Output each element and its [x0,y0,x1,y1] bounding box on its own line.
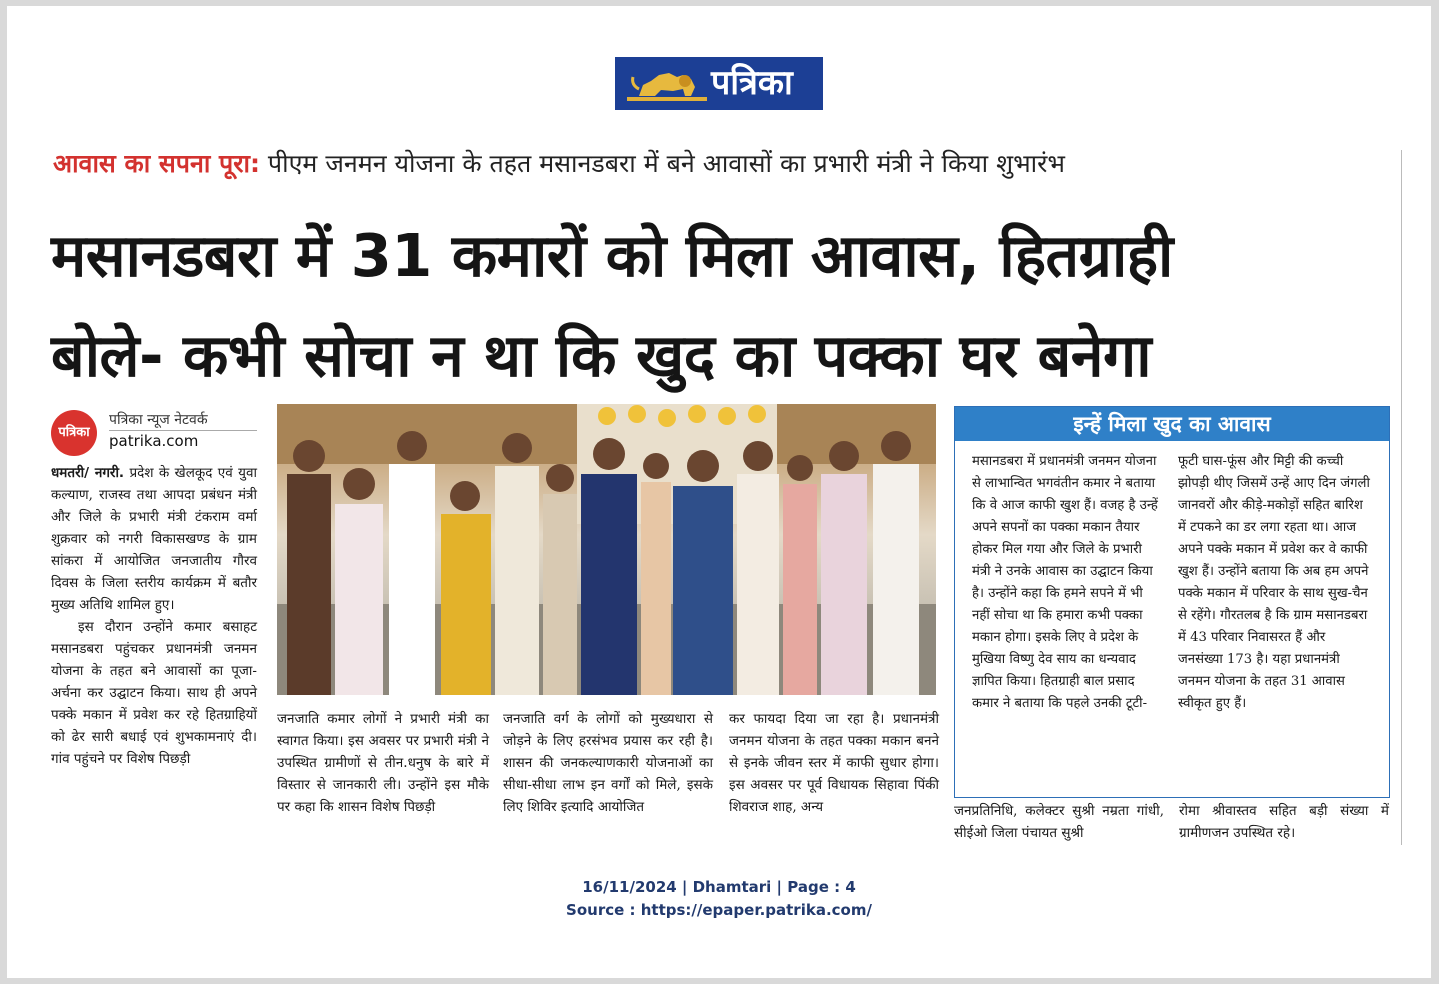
kicker-label: आवास का सपना पूरा: [53,149,260,178]
column-rule [1401,150,1402,845]
article-col-4-text: कर फायदा दिया जा रहा है। प्रधानमंत्री जनमन योजना के तहत पक्का मकान बनने से इनके जीवन स्तर में काफी सुधार होगा। इस अवसर पर पूर्व विधायक सिहावा पिंकी शिवराज शाह, अन्य [729,711,939,815]
lion-emblem-icon [625,63,709,105]
article-col-3-text: जनजाति वर्ग के लोगों को मुख्यधारा से जोड़ने के लिए हरसंभव प्रयास कर रही है। शासन की जनकल्याणकारी योजनाओं का सीधा-सीधा लाभ इन वर्गों को मिले, इसके लिए शिविर इत्यादि आयोजित [503,711,713,815]
article-column-6 [1179,800,1389,844]
dateline-place: धमतरी/ नगरी. [51,465,125,481]
article-column-2 [277,708,489,818]
sidebar-box-right [1178,451,1374,715]
article-para-1: प्रदेश के खेलकूद एवं युवा कल्याण, राजस्व तथा आपदा प्रबंधन मंत्री और जिले के प्रभारी मंत्री टंकराम वर्मा शुक्रवार को नगरी विकासखण्ड के ग्राम सांकरा में आयोजित जनजातीय गौरव दिवस के जिला स्तरीय कार्यक्रम में बतौर मुख्य अतिथि शामिल हुए। [51,465,258,613]
sidebar-box-left [972,451,1164,715]
group-photo-image [277,404,936,695]
article-column-5 [954,800,1164,844]
article-col-2-text: जनजाति कमार लोगों ने प्रभारी मंत्री का स्वागत किया। इस अवसर पर प्रभारी मंत्री ने उपस्थित ग्रामीणों से तीन.धनुष के बारे में विस्तार से जानकारी ली। उन्होंने इस मौके पर कहा कि शासन विशेष पिछड़ी [277,711,489,815]
kicker-text: पीएम जनमन योजना के तहत मसानडबरा में बने आवासों का प्रभारी मंत्री ने किया शुभारंभ [259,149,1065,178]
sidebar-box-left-text: मसानडबरा में प्रधानमंत्री जनमन योजना से लाभान्वित भगवंतीन कमार ने बताया कि वे आज काफी खुश हैं। वजह है उन्हें अपने सपनों का पक्का मकान तैयार होकर मिल गया और जिले के प्रभारी मंत्री ने उनके आवास का उद्घाटन किया है। उन्होंने कहा कि हमने सपने में भी नहीं सोचा था कि हमारा कभी पक्का मकान होगा। इसके लिए वे प्रदेश के मुखिया विष्णु देव साय का धन्यवाद ज्ञापित किया। हितग्राही बाल प्रसाद कमार ने बताया कि पहले उनकी टूटी- [972,454,1158,711]
sidebar-box-title: इन्हें मिला खुद का आवास [955,407,1389,441]
headline-line-2: बोले- कभी सोचा न था कि खुद का पक्का घर बनेगा [51,321,1152,390]
kicker-line [53,146,1065,182]
byline [51,404,256,460]
article-col-6-text: रोमा श्रीवास्तव सहित बड़ी संख्या में ग्रामीणजन उपस्थित रहे। [1179,803,1389,841]
headline-line-1: मसानडबरा में 31 कमारों को मिला आवास, हितग्राही [51,221,1173,290]
patrika-badge-icon: पत्रिका [51,410,97,456]
newspaper-page [7,6,1431,978]
masthead-title: पत्रिका [711,63,793,103]
article-para-2: इस दौरान उन्होंने कमार बसाहट मसानडबरा पहुंचकर प्रधानमंत्री जनमन योजना के तहत बने आवासों का पूजा-अर्चना कर उद्घाटन किया। साथ ही अपने पक्के मकान में प्रवेश कर रहे हितग्राहियों को ढेर सारी बधाई एवं शुभकामनाएं दी। गांव पहुंचने पर विशेष पिछड़ी [51,619,257,767]
footer-date-line: 16/11/2024 | Dhamtari | Page : 4 [582,878,856,896]
footer-source-line: Source : https://epaper.patrika.com/ [566,901,872,919]
masthead-logo [615,57,823,110]
sidebar-box [954,406,1390,798]
byline-network: पत्रिका न्यूज नेटवर्क [109,412,208,428]
byline-site: patrika.com [109,432,199,450]
article-column-3 [503,708,713,818]
sidebar-box-right-text: फूटी घास-फूंस और मिट्टी की कच्ची झोपड़ी थीए जिसमें उन्हें आए दिन जंगली जानवरों और कीड़े-मकोड़ों सहित बारिश में टपकने का डर लगा रहता था। आज अपने पक्के मकान में प्रवेश कर वे काफी खुश हैं। उन्होंने बताया कि अब हम अपने पक्के मकान में परिवार के साथ सुख-चैन से रहेंगे। गौरतलब है कि ग्राम मसानडबरा में 43 परिवार निवासरत हैं और जनसंख्या 173 है। यहा प्रधानमंत्री जनमन योजना के तहत 31 आवास स्वीकृत हुए हैं। [1178,454,1370,711]
article-column-4 [729,708,939,818]
event-photo [277,404,936,695]
headline [51,206,1381,406]
byline-divider [109,430,257,431]
article-column-1 [51,462,257,770]
article-col-5-text: जनप्रतिनिधि, कलेक्टर सुश्री नम्रता गांधी, सीईओ जिला पंचायत सुश्री [954,803,1164,841]
